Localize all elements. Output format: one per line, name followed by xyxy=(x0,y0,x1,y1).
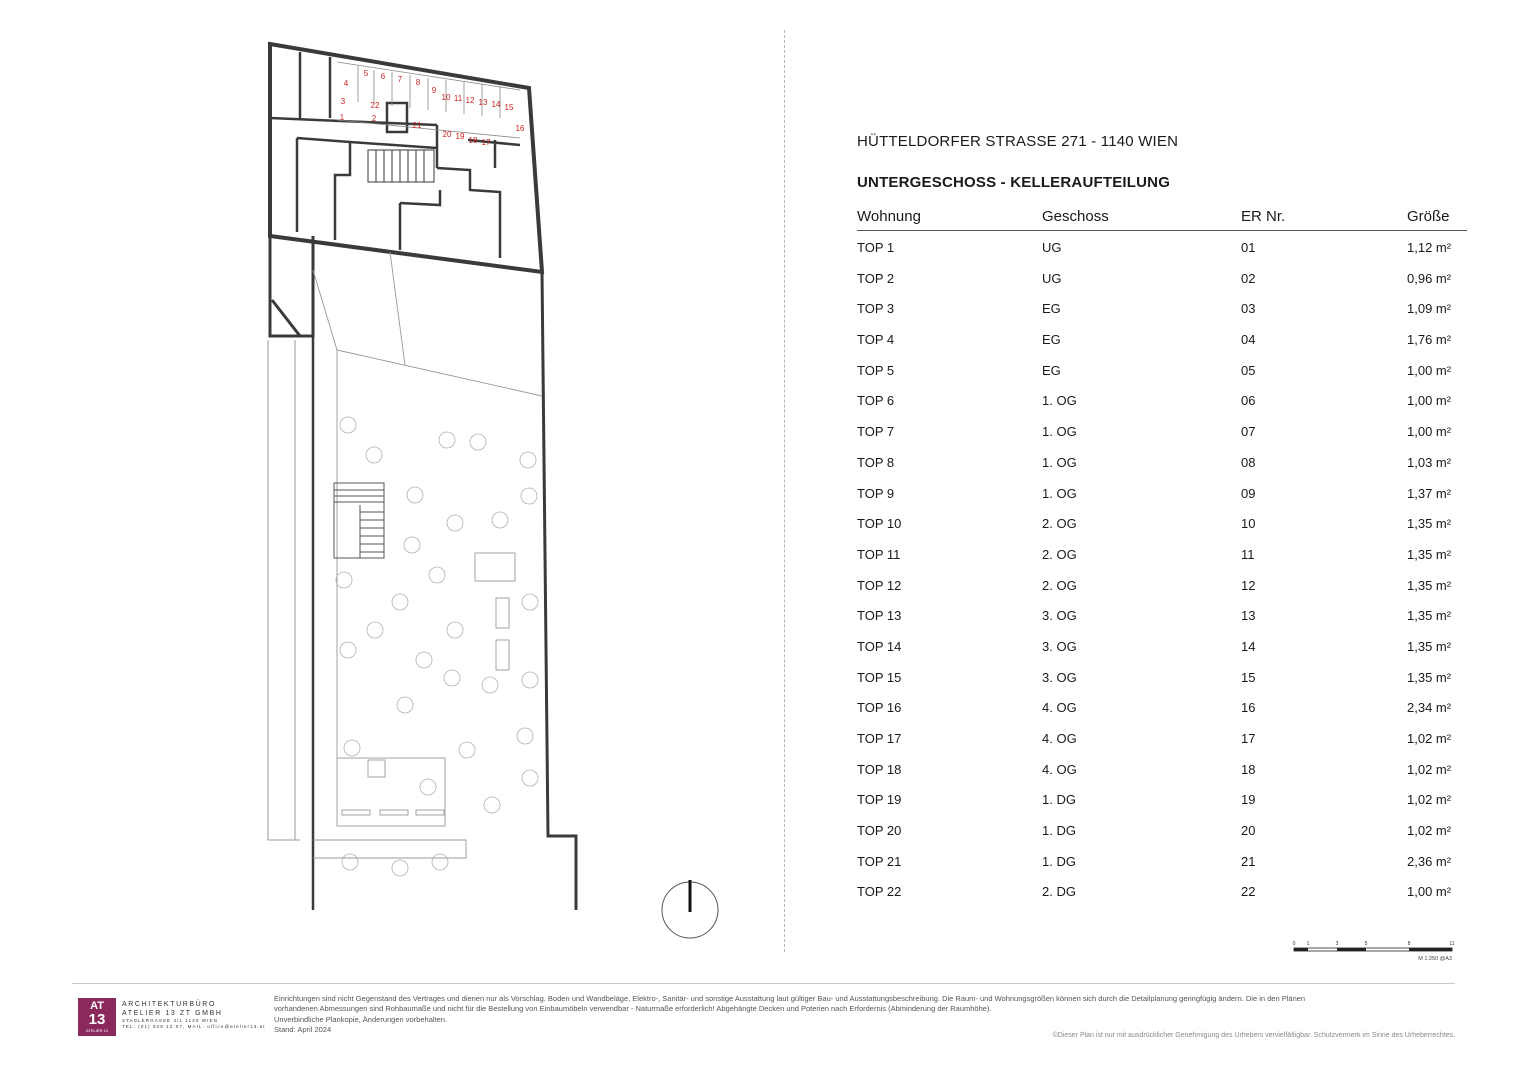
north-arrow-icon xyxy=(662,880,718,938)
firm-contact: TEL: (01) 929 12 07, MAIL: office@atelier13.at xyxy=(122,1024,266,1029)
cellar-label-5: 5 xyxy=(363,69,369,78)
cell-geschoss: 1. OG xyxy=(1042,454,1077,470)
disclaimer-line-3: Unverbindliche Plankopie, Änderungen vorbehalten. xyxy=(274,1014,448,1024)
cell-wohnung: TOP 12 xyxy=(857,577,902,593)
cellar-label-6: 6 xyxy=(380,72,386,81)
cell-er-nr: 13 xyxy=(1241,608,1256,624)
cell-geschoss: 3. OG xyxy=(1042,638,1077,654)
cell-groesse: 1,35 m² xyxy=(1407,546,1452,562)
cell-geschoss: 3. OG xyxy=(1042,669,1077,685)
cellar-label-14: 14 xyxy=(491,100,501,109)
cell-geschoss: 4. OG xyxy=(1042,761,1077,777)
logo-small-text: ATELIER 13 xyxy=(86,1028,108,1033)
table-row xyxy=(857,323,1467,354)
interior-walls xyxy=(270,52,520,258)
cell-groesse: 1,76 m² xyxy=(1407,332,1452,348)
cell-wohnung: TOP 8 xyxy=(857,454,895,470)
cell-geschoss: UG xyxy=(1042,240,1062,255)
cellar-label-17: 17 xyxy=(481,138,491,147)
cell-wohnung: TOP 18 xyxy=(857,761,902,777)
col-er-nr: ER Nr. xyxy=(1241,208,1286,225)
cell-er-nr: 15 xyxy=(1241,669,1256,685)
cell-groesse: 1,02 m² xyxy=(1407,761,1452,777)
cell-wohnung: TOP 3 xyxy=(857,301,895,317)
cellar-label-15: 15 xyxy=(504,103,514,112)
cell-groesse: 1,12 m² xyxy=(1407,240,1452,255)
cell-er-nr: 09 xyxy=(1241,485,1256,501)
cell-er-nr: 21 xyxy=(1241,853,1256,869)
cell-groesse: 1,02 m² xyxy=(1407,731,1452,746)
cell-er-nr: 20 xyxy=(1241,823,1256,839)
cell-groesse: 2,36 m² xyxy=(1407,853,1452,869)
cell-groesse: 1,09 m² xyxy=(1407,301,1452,317)
cellar-label-3: 3 xyxy=(340,97,346,106)
cellar-label-18: 18 xyxy=(468,136,478,145)
scale-tick-11: 11 xyxy=(1449,941,1455,947)
cell-wohnung: TOP 14 xyxy=(857,638,902,654)
cellar-label-9: 9 xyxy=(431,86,437,95)
table-row xyxy=(857,262,1467,293)
cell-geschoss: EG xyxy=(1042,362,1061,378)
cell-er-nr: 16 xyxy=(1241,700,1256,716)
cell-geschoss: 1. DG xyxy=(1042,792,1076,808)
cell-er-nr: 04 xyxy=(1241,332,1256,348)
cell-wohnung: TOP 15 xyxy=(857,669,902,685)
cell-geschoss: 1. OG xyxy=(1042,424,1077,440)
cell-er-nr: 18 xyxy=(1241,761,1256,777)
cell-geschoss: 1. DG xyxy=(1042,853,1076,869)
cell-er-nr: 12 xyxy=(1241,577,1256,593)
col-geschoss: Geschoss xyxy=(1042,208,1109,225)
table-row xyxy=(857,630,1467,661)
scale-tick-8: 8 xyxy=(1407,941,1411,947)
cellar-label-19: 19 xyxy=(455,132,465,141)
cellar-label-21: 21 xyxy=(412,121,422,130)
cell-er-nr: 22 xyxy=(1241,884,1256,900)
cellar-label-10: 10 xyxy=(441,93,451,102)
cellar-label-16: 16 xyxy=(515,124,525,133)
cell-er-nr: 03 xyxy=(1241,301,1256,317)
side-strip xyxy=(270,236,313,336)
cell-groesse: 0,96 m² xyxy=(1407,270,1452,286)
page-divider xyxy=(784,30,785,952)
courtyard-lines xyxy=(313,252,542,858)
table-row xyxy=(857,722,1467,753)
cell-wohnung: TOP 9 xyxy=(857,485,895,501)
cell-groesse: 1,35 m² xyxy=(1407,608,1452,624)
cell-groesse: 1,35 m² xyxy=(1407,516,1452,532)
table-row xyxy=(857,783,1467,814)
table-header xyxy=(857,208,1467,231)
cell-groesse: 1,37 m² xyxy=(1407,485,1452,501)
cell-geschoss: EG xyxy=(1042,301,1061,317)
table-row xyxy=(857,507,1467,538)
cell-geschoss: 2. OG xyxy=(1042,516,1077,532)
cell-er-nr: 05 xyxy=(1241,362,1256,378)
cellar-label-1: 1 xyxy=(339,113,345,122)
page-title: HÜTTELDORFER STRASSE 271 - 1140 WIEN xyxy=(857,133,1179,150)
scale-tick-5: 5 xyxy=(1364,941,1368,947)
cellar-label-11: 11 xyxy=(453,94,463,103)
page-subtitle: UNTERGESCHOSS - KELLERAUFTEILUNG xyxy=(857,174,1171,191)
courtyard-right-wall xyxy=(542,272,576,910)
cellar-label-12: 12 xyxy=(465,96,475,105)
cell-wohnung: TOP 1 xyxy=(857,240,895,255)
table-row xyxy=(857,292,1467,323)
scale-tick-1: 1 xyxy=(1306,941,1310,947)
cell-er-nr: 02 xyxy=(1241,270,1256,286)
table-row xyxy=(857,446,1467,477)
cell-wohnung: TOP 10 xyxy=(857,516,902,532)
cell-er-nr: 08 xyxy=(1241,454,1256,470)
table-row xyxy=(857,538,1467,569)
table-row xyxy=(857,814,1467,845)
cell-groesse: 1,02 m² xyxy=(1407,792,1452,808)
cell-groesse: 1,35 m² xyxy=(1407,577,1452,593)
disclaimer-line-1: Einrichtungen sind nicht Gegenstand des Vertrages und dienen nur als Vorschlag. Boden und Wandbeläge, Elektro-, Sanitär- und sonstige Ausstattung laut gültiger Bau- und Ausstattungsbeschreibung. Die Raum- und Wohnungsgrößen können sich durch die Detailplanung geringfügig ändern. Die in den Plänen xyxy=(274,994,1306,1003)
cellar-label-8: 8 xyxy=(415,78,421,87)
cell-groesse: 1,02 m² xyxy=(1407,823,1452,839)
cell-groesse: 1,35 m² xyxy=(1407,638,1452,654)
cell-wohnung: TOP 21 xyxy=(857,853,902,869)
cell-er-nr: 10 xyxy=(1241,516,1256,532)
cellar-label-7: 7 xyxy=(397,75,403,84)
disclaimer xyxy=(274,994,1464,1036)
firm-line-2: ATELIER 13 ZT GMBH xyxy=(122,1009,223,1017)
cell-wohnung: TOP 20 xyxy=(857,823,902,839)
cell-wohnung: TOP 2 xyxy=(857,270,895,286)
cell-wohnung: TOP 4 xyxy=(857,332,895,348)
cell-geschoss: 1. DG xyxy=(1042,823,1076,839)
table-row xyxy=(857,477,1467,508)
cell-groesse: 1,00 m² xyxy=(1407,424,1452,440)
floor-plan xyxy=(0,0,780,960)
cell-groesse: 1,00 m² xyxy=(1407,884,1452,900)
cell-wohnung: TOP 22 xyxy=(857,884,902,900)
firm-info xyxy=(122,1001,266,1030)
firm-address: STADLERGASSE 4/1 1130 WIEN xyxy=(122,1018,218,1023)
table-row xyxy=(857,875,1467,906)
cellar-label-22: 22 xyxy=(370,101,380,110)
cellar-label-2: 2 xyxy=(371,114,377,123)
scale-label: M 1:250 @A3 xyxy=(1418,956,1452,962)
logo-number: 13 xyxy=(88,1011,106,1028)
col-groesse: Größe xyxy=(1407,208,1450,225)
outdoor-stair xyxy=(334,483,384,558)
scale-tick-3: 3 xyxy=(1335,941,1339,947)
cell-geschoss: EG xyxy=(1042,332,1061,348)
cell-geschoss: 2. DG xyxy=(1042,884,1076,900)
footer-divider xyxy=(72,983,1455,984)
cell-geschoss: 4. OG xyxy=(1042,731,1077,746)
scale-tick-0: 0 xyxy=(1292,941,1296,947)
cell-wohnung: TOP 6 xyxy=(857,393,895,409)
table-row xyxy=(857,354,1467,385)
cellar-label-20: 20 xyxy=(442,130,452,139)
vegetation xyxy=(336,417,538,876)
cell-geschoss: 2. OG xyxy=(1042,577,1077,593)
cell-er-nr: 06 xyxy=(1241,393,1256,409)
cell-er-nr: 07 xyxy=(1241,424,1256,440)
cell-wohnung: TOP 19 xyxy=(857,792,902,808)
table-row xyxy=(857,599,1467,630)
cell-er-nr: 11 xyxy=(1241,546,1255,562)
logo-text: AT xyxy=(90,1000,104,1012)
cell-er-nr: 14 xyxy=(1241,638,1256,654)
disclaimer-line-2: vorhandenen Abmessungen sind Rohbaumaße und nicht für die Bestellung von Einbaumöbeln verwendbar - Naturmaße erforderlich! Abgehängte Decken und Poterien nach Erfordernis (Abminderung der Raumhöhe). xyxy=(274,1004,992,1014)
table-row xyxy=(857,753,1467,784)
firm-line-1: ARCHITEKTURBÜRO xyxy=(122,1001,217,1008)
table-row xyxy=(857,569,1467,600)
cell-wohnung: TOP 16 xyxy=(857,700,902,716)
table-row xyxy=(857,691,1467,722)
table-row xyxy=(857,231,1467,262)
col-wohnung: Wohnung xyxy=(857,208,921,225)
cellar-label-4: 4 xyxy=(343,79,349,88)
stair xyxy=(368,150,434,182)
copyright-note: ©Dieser Plan ist nur mit ausdrücklicher Genehmigung des Urhebers vervielfältigbar. Schutzvermerk im Sinne des Urheberrechtes. xyxy=(1052,1032,1455,1039)
table-row xyxy=(857,661,1467,692)
cell-wohnung: TOP 17 xyxy=(857,731,902,746)
disclaimer-line-4: Stand: April 2024 xyxy=(274,1025,332,1035)
cell-er-nr: 01 xyxy=(1241,240,1256,255)
cell-wohnung: TOP 13 xyxy=(857,608,902,624)
cell-geschoss: 4. OG xyxy=(1042,700,1077,716)
cell-wohnung: TOP 5 xyxy=(857,362,895,378)
table-row xyxy=(857,845,1467,876)
cell-groesse: 1,00 m² xyxy=(1407,362,1452,378)
cell-geschoss: 1. OG xyxy=(1042,485,1077,501)
cell-groesse: 2,34 m² xyxy=(1407,700,1452,716)
cell-wohnung: TOP 11 xyxy=(857,546,901,562)
cell-wohnung: TOP 7 xyxy=(857,424,895,440)
cell-geschoss: 2. OG xyxy=(1042,546,1077,562)
cellar-table xyxy=(857,208,1467,906)
cellar-label-13: 13 xyxy=(478,98,488,107)
table-row xyxy=(857,415,1467,446)
cell-er-nr: 19 xyxy=(1241,792,1256,808)
firm-logo xyxy=(78,998,116,1036)
cell-er-nr: 17 xyxy=(1241,731,1256,746)
cell-groesse: 1,00 m² xyxy=(1407,393,1452,409)
cell-geschoss: 1. OG xyxy=(1042,393,1077,409)
table-row xyxy=(857,384,1467,415)
cell-groesse: 1,03 m² xyxy=(1407,454,1452,470)
cell-geschoss: UG xyxy=(1042,270,1062,286)
cell-geschoss: 3. OG xyxy=(1042,608,1077,624)
scale-bar xyxy=(1292,940,1462,966)
neighbour-line xyxy=(268,340,300,840)
cell-groesse: 1,35 m² xyxy=(1407,669,1452,685)
